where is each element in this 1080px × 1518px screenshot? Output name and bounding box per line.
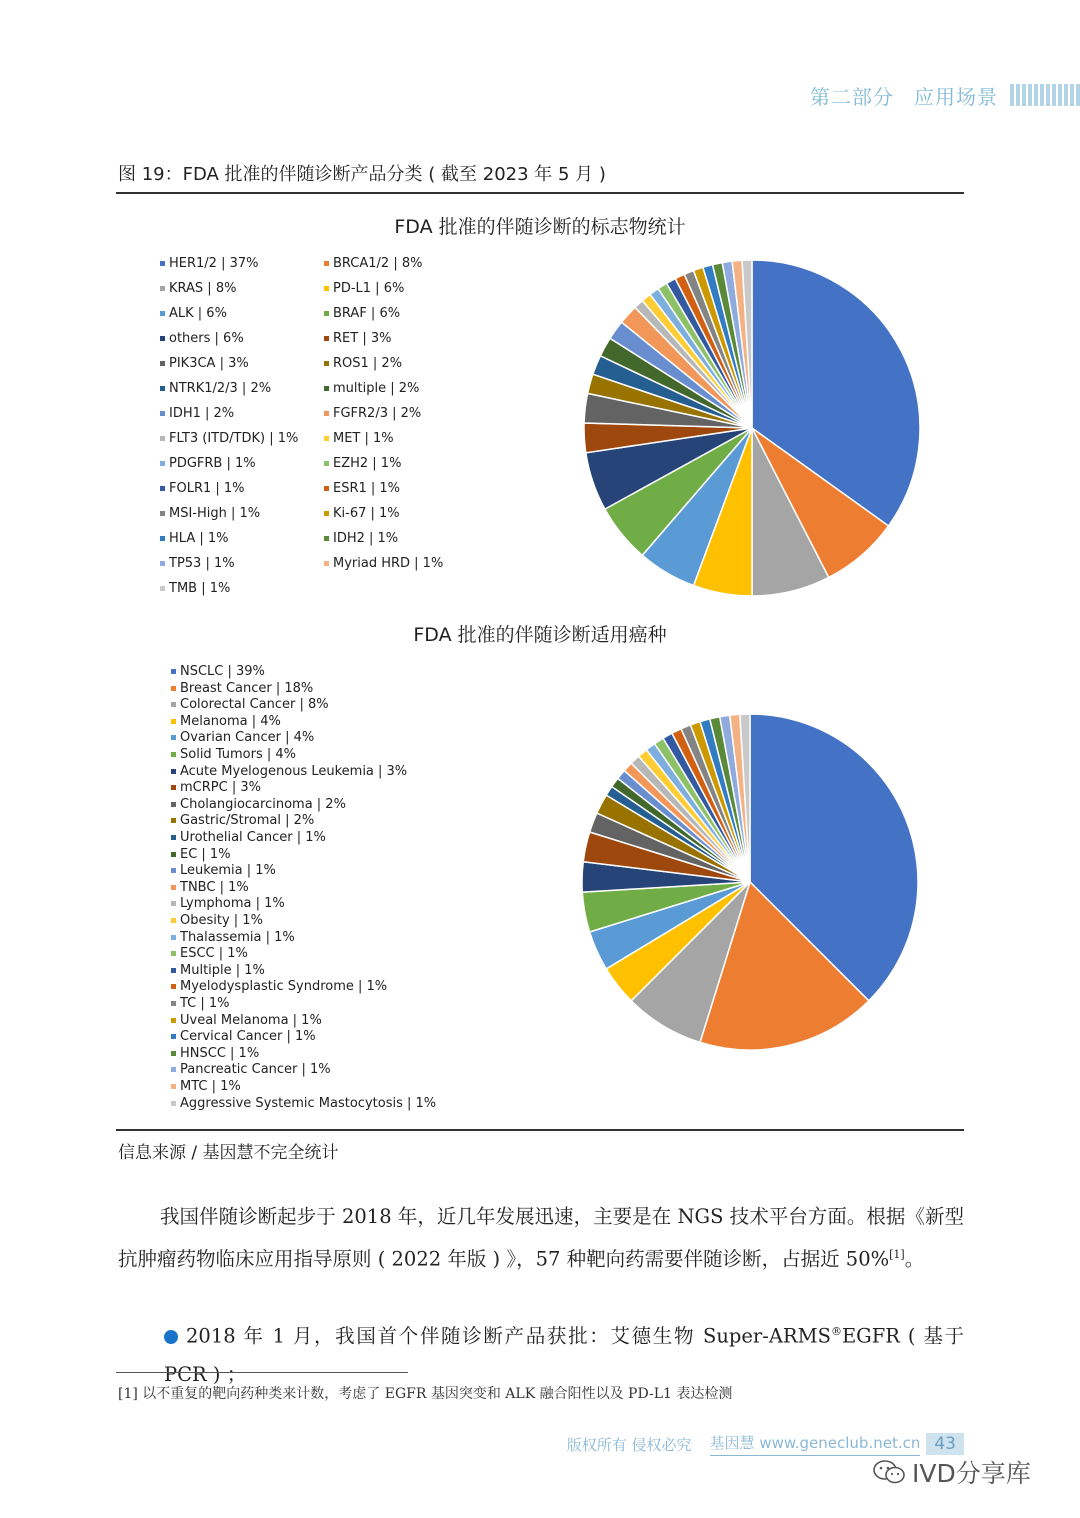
legend-swatch [324, 311, 329, 316]
legend-item [171, 1096, 436, 1111]
legend-label: Myriad HRD | 1% [333, 556, 444, 571]
legend-item [324, 481, 400, 496]
legend-swatch [171, 935, 176, 940]
legend-swatch [171, 901, 176, 906]
legend-label: PDGFRB | 1% [169, 456, 256, 471]
legend-label: Cholangiocarcinoma | 2% [180, 796, 346, 812]
legend-item [171, 780, 261, 795]
legend-swatch [324, 361, 329, 366]
legend-item [160, 256, 258, 271]
legend-label: Cervical Cancer | 1% [180, 1029, 316, 1045]
legend-item [160, 481, 245, 496]
legend-swatch [160, 286, 165, 291]
legend-item [324, 256, 422, 271]
legend-item [171, 813, 314, 828]
legend-swatch [324, 561, 329, 566]
page-header [810, 80, 1080, 110]
legend-swatch [171, 1034, 176, 1039]
legend-label: NSCLC | 39% [180, 664, 265, 679]
legend-swatch [160, 436, 165, 441]
legend-item [171, 896, 285, 911]
footnote-rule [116, 1372, 408, 1373]
legend-label: HNSCC | 1% [180, 1045, 260, 1061]
legend-swatch [171, 686, 176, 691]
legend-label: BRCA1/2 | 8% [333, 256, 423, 271]
legend-item [171, 963, 265, 978]
legend-swatch [171, 818, 176, 823]
legend-label: Urothelial Cancer | 1% [180, 830, 326, 845]
legend-swatch [160, 261, 165, 266]
legend-label: BRAF | 6% [333, 306, 401, 321]
legend-item [171, 664, 265, 679]
legend-swatch [324, 336, 329, 341]
header-section: 第二部分 [810, 84, 894, 109]
legend-swatch [171, 835, 176, 840]
figure-source: 信息来源 / 基因慧不完全统计 [118, 1143, 339, 1163]
legend-label: NTRK1/2/3 | 2% [169, 381, 272, 396]
legend-label: Uveal Melanoma | 1% [180, 1012, 322, 1028]
legend-item [160, 281, 236, 296]
legend-swatch [171, 1101, 176, 1106]
legend-item [160, 381, 271, 396]
legend-label: Pancreatic Cancer | 1% [180, 1062, 331, 1078]
legend-swatch [160, 361, 165, 366]
legend-swatch [171, 1001, 176, 1006]
legend-swatch [171, 852, 176, 857]
legend-swatch [160, 486, 165, 491]
legend-swatch [171, 1018, 176, 1023]
legend-label: multiple | 2% [333, 381, 420, 396]
legend-label: FGFR2/3 | 2% [333, 406, 422, 421]
legend-label: TMB | 1% [169, 581, 231, 596]
legend-swatch [160, 386, 165, 391]
legend-label: MET | 1% [333, 431, 394, 446]
legend-swatch [160, 511, 165, 516]
page-number: 43 [926, 1433, 964, 1455]
chart2-pie [570, 700, 940, 1060]
watermark [872, 1454, 1031, 1490]
legend-swatch [171, 735, 176, 740]
legend-item [171, 1079, 241, 1094]
legend-swatch [324, 511, 329, 516]
legend-label: TP53 | 1% [169, 556, 235, 571]
legend-swatch [160, 561, 165, 566]
legend-item [160, 506, 260, 521]
legend-item [171, 996, 230, 1011]
legend-swatch [171, 885, 176, 890]
legend-label: EC | 1% [180, 846, 231, 862]
legend-item [171, 930, 295, 945]
figure-top-rule [116, 192, 964, 194]
legend-swatch [171, 702, 176, 707]
legend-item [324, 431, 394, 446]
legend-item [171, 747, 296, 762]
legend-item [171, 714, 281, 729]
chart1-title: FDA 批准的伴随诊断的标志物统计 [394, 216, 686, 238]
legend-swatch [171, 769, 176, 774]
legend-item [324, 456, 401, 471]
legend-item [171, 880, 249, 895]
legend-label: EZH2 | 1% [333, 456, 402, 471]
legend-label: FLT3 (ITD/TDK) | 1% [169, 431, 299, 446]
legend-label: ESR1 | 1% [333, 481, 401, 496]
legend-label: Lymphoma | 1% [180, 896, 285, 912]
legend-item [160, 581, 230, 596]
legend-swatch [171, 669, 176, 674]
page-footer [567, 1432, 964, 1456]
legend-label: Ki-67 | 1% [333, 506, 400, 521]
header-bars-decoration [1010, 84, 1080, 106]
legend-swatch [171, 752, 176, 757]
legend-label: MTC | 1% [180, 1079, 241, 1094]
legend-label: HER1/2 | 37% [169, 256, 259, 271]
legend-item [324, 556, 443, 571]
footnote-ref[interactable]: [1] [889, 1248, 905, 1261]
legend-item [171, 913, 263, 928]
footer-rights: 版权所有 侵权必究 [566, 1435, 692, 1454]
body-paragraph: 我国伴随诊断起步于 2018 年，近几年发展迅速，主要是在 NGS 技术平台方面。根据《新型抗肿瘤药物临床应用指导原则 ( 2022 年版 ) 》，57 种靶向药需要伴随诊断，占据近 50%[1]。 [118, 1205, 964, 1271]
legend-swatch [171, 1067, 176, 1072]
legend-label: TC | 1% [180, 996, 230, 1011]
legend-item [324, 331, 391, 346]
legend-item [171, 764, 407, 779]
footnote: [1] 以不重复的靶向药种类来计数，考虑了 EGFR 基因突变和 ALK 融合阳性以及 PD-L1 表达检测 [118, 1386, 733, 1402]
legend-swatch [171, 802, 176, 807]
legend-label: ALK | 6% [169, 306, 227, 321]
legend-label: Melanoma | 4% [180, 713, 281, 729]
legend-item [171, 797, 346, 812]
legend-swatch [160, 311, 165, 316]
legend-swatch [171, 868, 176, 873]
legend-label: Colorectal Cancer | 8% [180, 697, 329, 713]
legend-label: Solid Tumors | 4% [180, 747, 297, 762]
legend-item [324, 381, 419, 396]
legend-swatch [324, 411, 329, 416]
legend-item [324, 506, 400, 521]
legend-swatch [171, 785, 176, 790]
legend-item [171, 946, 248, 961]
legend-item [324, 406, 421, 421]
legend-item [324, 281, 404, 296]
legend-item [171, 863, 276, 878]
legend-swatch [324, 261, 329, 266]
watermark-text: IVD分享库 [912, 1459, 1031, 1488]
footer-site-link[interactable]: 基因慧 www.geneclub.net.cn [710, 1432, 921, 1456]
header-title: 应用场景 [914, 84, 998, 109]
legend-item [160, 356, 249, 371]
legend-item [171, 847, 231, 862]
legend-label: Multiple | 1% [180, 962, 265, 978]
legend-item [160, 431, 298, 446]
legend-label: IDH2 | 1% [333, 531, 399, 546]
legend-swatch [171, 918, 176, 923]
wechat-icon [872, 1459, 906, 1485]
figure-bottom-rule [116, 1129, 964, 1131]
legend-swatch [160, 336, 165, 341]
legend-label: ESCC | 1% [180, 946, 248, 962]
legend-label: MSI-High | 1% [169, 506, 261, 521]
legend-item [160, 306, 227, 321]
legend-label: PD-L1 | 6% [333, 281, 405, 296]
legend-swatch [324, 461, 329, 466]
legend-label: Ovarian Cancer | 4% [180, 730, 315, 746]
legend-item [160, 331, 244, 346]
legend-swatch [324, 386, 329, 391]
legend-item [171, 1046, 259, 1061]
legend-swatch [171, 984, 176, 989]
bullet-item: 2018 年 1 月，我国首个伴随诊断产品获批：艾德生物 Super-ARMS®EGFR ( 基于 PCR ) ； [164, 1324, 964, 1386]
legend-label: FOLR1 | 1% [169, 481, 245, 496]
legend-item [171, 1013, 322, 1028]
legend-label: IDH1 | 2% [169, 406, 235, 421]
legend-label: Obesity | 1% [180, 913, 263, 928]
legend-label: Leukemia | 1% [180, 863, 276, 879]
legend-item [324, 356, 402, 371]
legend-item [160, 456, 256, 471]
legend-label: Gastric/Stromal | 2% [180, 813, 315, 829]
legend-swatch [160, 411, 165, 416]
chart2-title: FDA 批准的伴随诊断适用癌种 [413, 624, 667, 646]
legend-label: Thalassemia | 1% [180, 929, 295, 945]
legend-swatch [171, 968, 176, 973]
legend-swatch [324, 536, 329, 541]
legend-swatch [324, 286, 329, 291]
legend-swatch [160, 461, 165, 466]
legend-label: Myelodysplastic Syndrome | 1% [180, 979, 388, 995]
legend-item [324, 531, 398, 546]
legend-item [160, 531, 228, 546]
legend-item [171, 697, 329, 712]
legend-item [171, 730, 314, 745]
legend-item [171, 681, 313, 696]
legend-swatch [324, 436, 329, 441]
legend-swatch [171, 951, 176, 956]
legend-label: Breast Cancer | 18% [180, 680, 314, 696]
chart1-pie [570, 250, 940, 610]
bullet-dot-icon [164, 1330, 178, 1344]
legend-item [171, 1062, 331, 1077]
legend-label: TNBC | 1% [180, 879, 249, 895]
legend-swatch [324, 486, 329, 491]
figure-title: 图 19：FDA 批准的伴随诊断产品分类 ( 截至 2023 年 5 月 ) [118, 164, 606, 185]
legend-label: Acute Myelogenous Leukemia | 3% [180, 763, 408, 779]
legend-label: HLA | 1% [169, 531, 229, 546]
legend-item [324, 306, 400, 321]
legend-label: Aggressive Systemic Mastocytosis | 1% [180, 1095, 437, 1111]
legend-item [160, 556, 235, 571]
legend-label: ROS1 | 2% [333, 356, 403, 371]
legend-swatch [171, 719, 176, 724]
legend-item [160, 406, 234, 421]
legend-label: PIK3CA | 3% [169, 356, 249, 371]
legend-label: mCRPC | 3% [180, 780, 261, 796]
legend-item [171, 979, 387, 994]
legend-item [171, 830, 326, 845]
legend-item [171, 1029, 316, 1044]
legend-swatch [160, 536, 165, 541]
legend-swatch [171, 1051, 176, 1056]
legend-label: KRAS | 8% [169, 281, 237, 296]
legend-label: others | 6% [169, 331, 244, 346]
legend-swatch [160, 586, 165, 591]
legend-swatch [171, 1084, 176, 1089]
legend-label: RET | 3% [333, 331, 392, 346]
